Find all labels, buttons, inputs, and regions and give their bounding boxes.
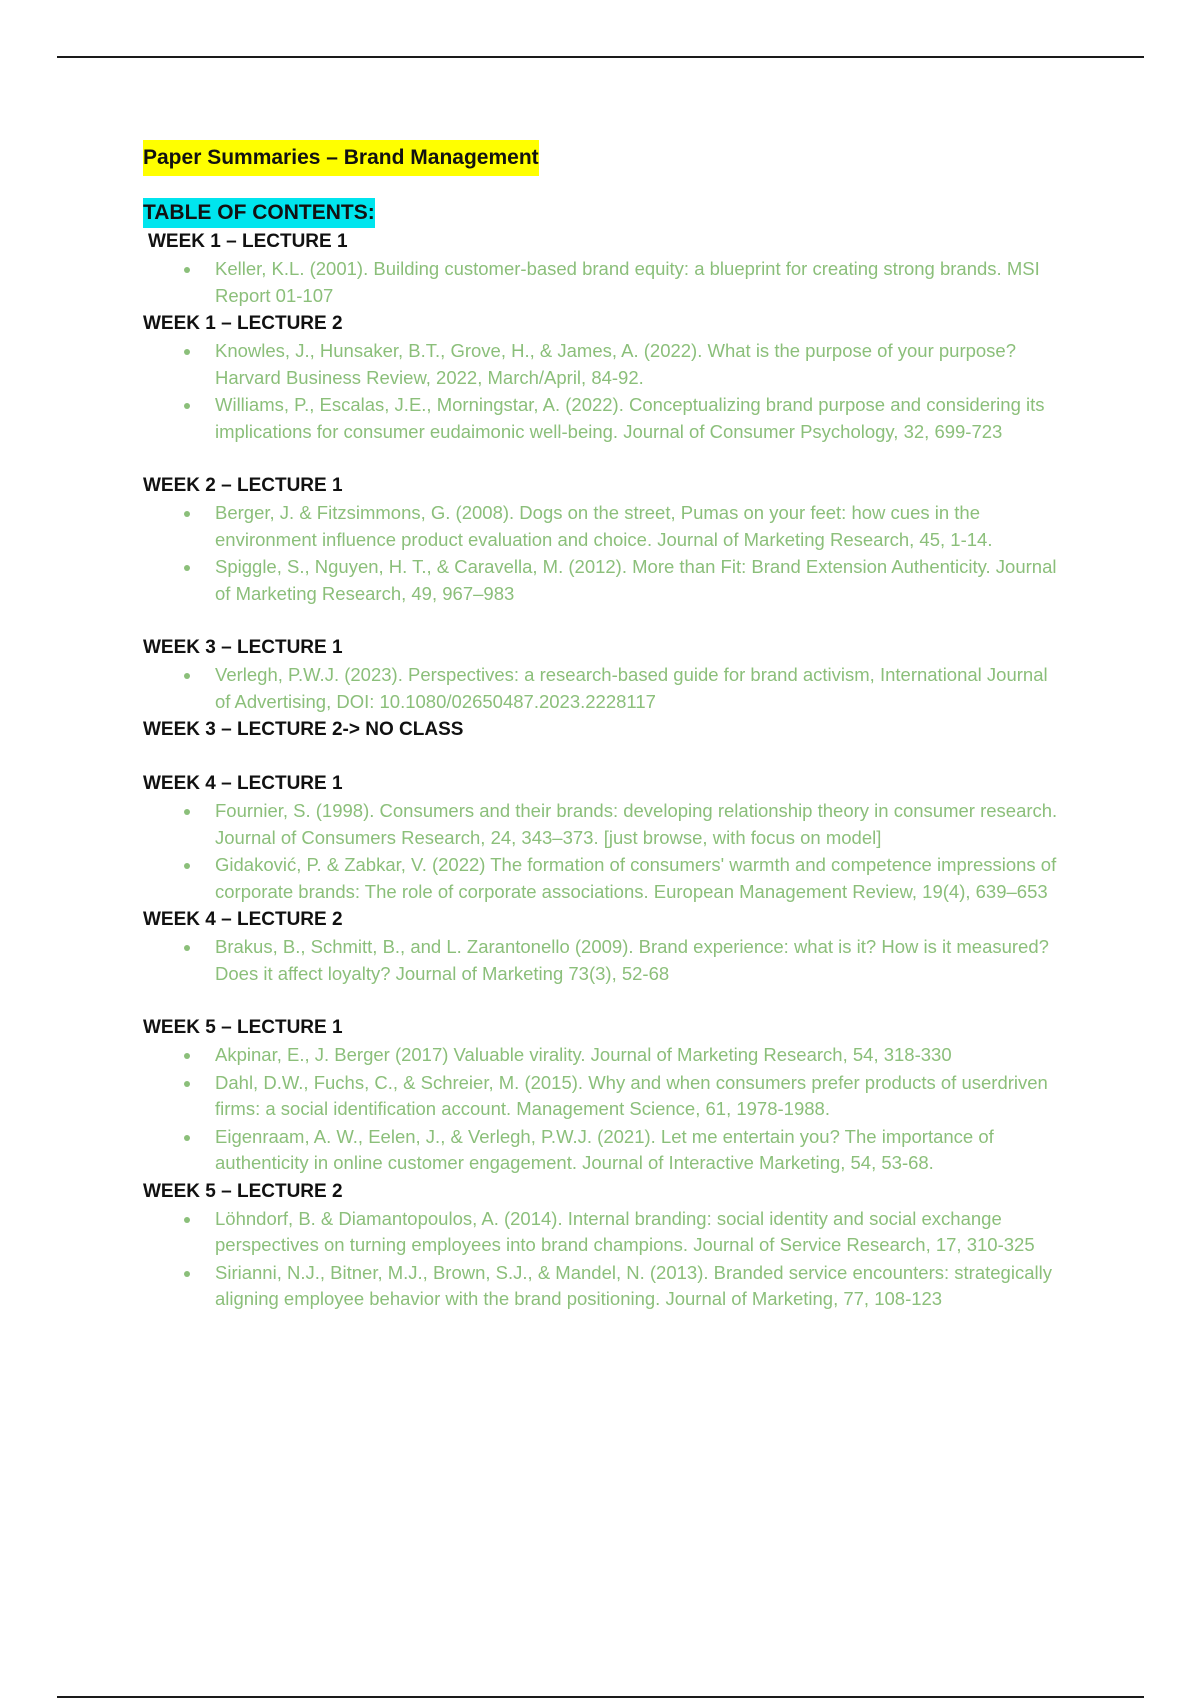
reference-item: Eigenraam, A. W., Eelen, J., & Verlegh, P.W.J. (2021). Let me entertain you? The importance of authenticity in online customer engagement. Journal of Interactive Marketing, 54, 53-68. xyxy=(143,1124,1063,1177)
reference-item: Berger, J. & Fitzsimmons, G. (2008). Dogs on the street, Pumas on your feet: how cues in the environment influence product evaluation and choice. Journal of Marketing Research, 45, 1-14. xyxy=(143,500,1063,553)
bullet-icon xyxy=(184,673,190,679)
reference-list xyxy=(143,934,1063,987)
section-week2-lecture1 xyxy=(143,472,1063,607)
reference-item: Williams, P., Escalas, J.E., Morningstar, A. (2022). Conceptualizing brand purpose and considering its implications for consumer eudaimonic well-being. Journal of Consumer Psychology, 32, 699-723 xyxy=(143,392,1063,445)
section-heading: WEEK 5 – LECTURE 2 xyxy=(143,1180,343,1202)
reference-list xyxy=(143,798,1063,905)
bullet-icon xyxy=(184,403,190,409)
bullet-icon xyxy=(184,945,190,951)
spacer xyxy=(143,446,1063,472)
spacer xyxy=(143,744,1063,770)
reference-item: Gidaković, P. & Zabkar, V. (2022) The formation of consumers' warmth and competence impressions of corporate brands: The role of corporate associations. European Management Review, 19(4), 639–653 xyxy=(143,852,1063,905)
section-heading: WEEK 3 – LECTURE 2-> NO CLASS xyxy=(143,719,464,740)
reference-list xyxy=(143,338,1063,445)
section-week3-lecture1 xyxy=(143,634,1063,715)
reference-item: Brakus, B., Schmitt, B., and L. Zarantonello (2009). Brand experience: what is it? How is it measured? Does it affect loyalty? Journal of Marketing 73(3), 52-68 xyxy=(143,934,1063,987)
reference-item: Knowles, J., Hunsaker, B.T., Grove, H., & James, A. (2022). What is the purpose of your purpose? Harvard Business Review, 2022, March/April, 84-92. xyxy=(143,338,1063,391)
bullet-icon xyxy=(184,1081,190,1087)
top-rule xyxy=(57,56,1144,58)
reference-item: Fournier, S. (1998). Consumers and their brands: developing relationship theory in consumer research. Journal of Consumers Research, 24, 343–373. [just browse, with focus on model] xyxy=(143,798,1063,851)
reference-item: Sirianni, N.J., Bitner, M.J., Brown, S.J., & Mandel, N. (2013). Branded service encounters: strategically aligning employee behavior with the brand positioning. Journal of Marketing, 77, 108-123 xyxy=(143,1260,1063,1313)
section-heading: WEEK 4 – LECTURE 1 xyxy=(143,773,343,794)
section-week4-lecture1 xyxy=(143,770,1063,905)
title-wrap xyxy=(143,140,1063,176)
toc-heading-wrap xyxy=(143,198,1063,228)
bullet-icon xyxy=(184,1053,190,1059)
bullet-icon xyxy=(184,565,190,571)
bullet-icon xyxy=(184,349,190,355)
bullet-icon xyxy=(184,863,190,869)
section-week1-lecture1 xyxy=(143,228,1063,309)
section-week5-lecture1 xyxy=(143,1014,1063,1177)
section-heading: WEEK 4 – LECTURE 2 xyxy=(143,909,343,930)
document-title: Paper Summaries – Brand Management xyxy=(143,140,539,176)
section-week5-lecture2 xyxy=(143,1178,1063,1313)
reference-list xyxy=(143,500,1063,607)
section-week3-lecture2 xyxy=(143,716,1063,744)
bullet-icon xyxy=(184,511,190,517)
reference-item: Akpinar, E., J. Berger (2017) Valuable virality. Journal of Marketing Research, 54, 318-330 xyxy=(143,1042,1063,1069)
reference-item: Verlegh, P.W.J. (2023). Perspectives: a research-based guide for brand activism, International Journal of Advertising, DOI: 10.1080/02650487.2023.2228117 xyxy=(143,662,1063,715)
reference-list xyxy=(143,1042,1063,1177)
section-heading: WEEK 5 – LECTURE 1 xyxy=(143,1017,343,1038)
reference-item: Spiggle, S., Nguyen, H. T., & Caravella, M. (2012). More than Fit: Brand Extension Authenticity. Journal of Marketing Research, 49, 967–983 xyxy=(143,554,1063,607)
bullet-icon xyxy=(184,1135,190,1141)
section-heading: WEEK 2 – LECTURE 1 xyxy=(143,475,343,496)
section-heading: WEEK 1 – LECTURE 1 xyxy=(148,231,348,252)
reference-item: Dahl, D.W., Fuchs, C., & Schreier, M. (2015). Why and when consumers prefer products of userdriven firms: a social identification account. Management Science, 61, 1978-1988. xyxy=(143,1070,1063,1123)
reference-list xyxy=(143,662,1063,715)
bottom-rule xyxy=(57,1696,1144,1698)
section-heading: WEEK 1 – LECTURE 2 xyxy=(143,313,343,334)
bullet-icon xyxy=(184,809,190,815)
bullet-icon xyxy=(184,1217,190,1223)
document-body xyxy=(143,140,1063,1314)
toc-heading: TABLE OF CONTENTS: xyxy=(143,198,375,228)
reference-list xyxy=(143,256,1063,309)
section-week4-lecture2 xyxy=(143,906,1063,987)
section-heading: WEEK 3 – LECTURE 1 xyxy=(143,637,343,658)
bullet-icon xyxy=(184,1271,190,1277)
spacer xyxy=(143,608,1063,634)
reference-item: Löhndorf, B. & Diamantopoulos, A. (2014). Internal branding: social identity and social exchange perspectives on turning employees into brand champions. Journal of Service Research, 17, 310-325 xyxy=(143,1206,1063,1259)
reference-list xyxy=(143,1206,1063,1313)
section-week1-lecture2 xyxy=(143,310,1063,445)
spacer xyxy=(143,988,1063,1014)
reference-item: Keller, K.L. (2001). Building customer-based brand equity: a blueprint for creating strong brands. MSI Report 01-107 xyxy=(143,256,1063,309)
bullet-icon xyxy=(184,267,190,273)
